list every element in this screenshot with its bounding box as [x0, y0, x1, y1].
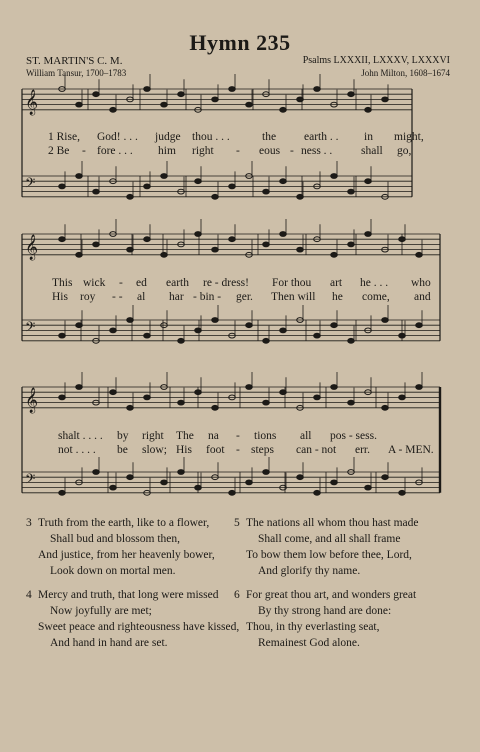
notehead — [382, 318, 389, 323]
lyric: right — [142, 430, 164, 442]
notehead — [246, 323, 253, 328]
verse-line: Shall bud and blossom then, — [50, 533, 181, 545]
lyric: earth . . — [304, 131, 339, 143]
notehead — [127, 247, 134, 252]
notehead — [93, 242, 100, 247]
lyric: - — [236, 145, 240, 157]
lyric: - — [119, 277, 123, 289]
verse-4 — [26, 587, 240, 651]
notehead — [331, 174, 338, 179]
bass-clef-icon: 𝄢 — [25, 471, 36, 490]
lyric: - — [236, 430, 240, 442]
lyric: shalt . . . . — [58, 430, 103, 442]
verse-line: Look down on mortal men. — [50, 565, 176, 577]
notehead — [93, 189, 100, 194]
lyric: fore . . . — [97, 145, 133, 157]
notehead — [195, 390, 202, 395]
lyric: - - — [112, 291, 123, 303]
verse-6 — [234, 587, 417, 651]
notehead — [365, 179, 372, 184]
notehead — [382, 405, 389, 410]
verse-line: Truth from the earth, like to a flower, — [38, 517, 210, 529]
notehead — [382, 475, 389, 480]
notehead — [144, 395, 151, 400]
notehead — [280, 390, 287, 395]
lyric: Then will — [271, 291, 316, 303]
verse-5 — [234, 515, 419, 579]
lyric: eous — [259, 145, 281, 157]
notehead — [331, 480, 338, 485]
notehead — [399, 333, 406, 338]
lyric: by — [117, 430, 129, 442]
notehead — [416, 252, 423, 257]
notehead — [178, 400, 185, 405]
lyric: in — [364, 131, 373, 143]
notehead — [246, 385, 253, 390]
notehead — [93, 92, 100, 97]
lyric: 1 Rise, — [48, 131, 80, 143]
notehead — [144, 87, 151, 92]
lyric: might, — [394, 131, 424, 143]
lyric: ed — [136, 277, 147, 289]
lyric: can - not — [296, 444, 337, 456]
lyric: re - dress! — [203, 277, 249, 289]
notehead — [59, 395, 66, 400]
notehead — [127, 194, 134, 199]
lyric: His — [52, 291, 68, 303]
notehead — [178, 92, 185, 97]
verse-line: Mercy and truth, that long were missed — [38, 589, 219, 601]
notehead — [297, 97, 304, 102]
lyric: - — [236, 444, 240, 456]
notehead — [161, 102, 168, 107]
notehead — [382, 97, 389, 102]
notehead — [348, 189, 355, 194]
notehead — [127, 405, 134, 410]
notehead — [59, 490, 66, 495]
lyric: 2 Be — [48, 145, 70, 157]
lyric: shall — [361, 145, 383, 157]
composer-credit: William Tansur, 1700–1783 — [26, 68, 127, 78]
notehead — [416, 385, 423, 390]
notehead — [127, 475, 134, 480]
verse-line: For great thou art, and wonders great — [246, 589, 417, 601]
notehead — [348, 92, 355, 97]
notehead — [76, 323, 83, 328]
treble-clef-icon: 𝄞 — [25, 90, 39, 115]
lyric: not . . . . — [58, 444, 96, 456]
lyric: the — [262, 131, 277, 143]
notehead — [212, 97, 219, 102]
notehead — [144, 333, 151, 338]
page-title: Hymn 235 — [189, 30, 291, 55]
lyric: His — [176, 444, 192, 456]
notehead — [110, 485, 117, 490]
lyric: This — [52, 277, 73, 289]
lyric: pos - sess. — [330, 430, 377, 442]
notehead — [195, 232, 202, 237]
lyric: art — [330, 277, 343, 289]
notehead — [263, 338, 270, 343]
notehead — [246, 102, 253, 107]
notehead — [331, 252, 338, 257]
notehead — [127, 318, 134, 323]
lyric: come, — [362, 291, 390, 303]
notehead — [280, 107, 287, 112]
lyric: earth — [166, 277, 189, 289]
lyric: tions — [254, 430, 277, 442]
notehead — [348, 242, 355, 247]
notehead — [229, 184, 236, 189]
verse-line: And glorify thy name. — [258, 565, 361, 577]
notehead — [365, 232, 372, 237]
notehead — [297, 247, 304, 252]
notehead — [331, 323, 338, 328]
notehead — [365, 485, 372, 490]
notehead — [76, 102, 83, 107]
notehead — [348, 400, 355, 405]
notehead — [195, 179, 202, 184]
lyric: he — [332, 291, 343, 303]
lyric: A - MEN. — [388, 444, 434, 456]
notehead — [161, 252, 168, 257]
notehead — [110, 328, 117, 333]
verse-line: Now joyfully are met; — [50, 605, 152, 617]
lyric: judge — [155, 131, 181, 143]
lyric: - — [82, 145, 86, 157]
author-credit: John Milton, 1608–1674 — [361, 68, 450, 78]
notehead — [212, 194, 219, 199]
notehead — [263, 242, 270, 247]
verse-line: And hand in hand are set. — [50, 637, 168, 649]
notehead — [229, 237, 236, 242]
lyric: he . . . — [360, 277, 389, 289]
lyric: go, — [397, 145, 412, 157]
notehead — [212, 318, 219, 323]
notehead — [178, 338, 185, 343]
verse-line: Shall come, and all shall frame — [258, 533, 401, 545]
lyric: al — [137, 291, 146, 303]
lyric: steps — [251, 444, 274, 456]
notehead — [229, 87, 236, 92]
notehead — [280, 232, 287, 237]
lyric: wick — [83, 277, 106, 289]
notehead — [93, 470, 100, 475]
notehead — [59, 184, 66, 189]
notehead — [314, 395, 321, 400]
lyric: who — [411, 277, 431, 289]
lyric: all — [300, 430, 312, 442]
lyric: thou . . . — [192, 131, 230, 143]
lyric: err. — [355, 444, 371, 456]
notehead — [195, 328, 202, 333]
treble-clef-icon: 𝄞 — [25, 388, 39, 413]
notehead — [144, 184, 151, 189]
notehead — [297, 475, 304, 480]
notehead — [76, 174, 83, 179]
verse-line: The nations all whom thou hast made — [246, 517, 419, 529]
verse-3 — [26, 515, 215, 579]
verse-number: 3 — [26, 517, 32, 529]
lyric: na — [208, 430, 219, 442]
verse-line: And justice, from her heavenly bower, — [38, 549, 215, 561]
notehead — [195, 485, 202, 490]
lyric: For thou — [272, 277, 312, 289]
lyric: slow; — [142, 444, 167, 456]
notehead — [76, 252, 83, 257]
notehead — [263, 470, 270, 475]
notehead — [110, 107, 117, 112]
notehead — [399, 490, 406, 495]
lyric: right — [192, 145, 214, 157]
lyric: him — [158, 145, 176, 157]
lyric: - — [290, 145, 294, 157]
notehead — [416, 323, 423, 328]
tune-name: ST. MARTIN'S C. M. — [26, 55, 123, 67]
verse-line: Thou, in thy everlasting seat, — [246, 621, 380, 633]
notehead — [348, 338, 355, 343]
notehead — [76, 385, 83, 390]
notehead — [144, 237, 151, 242]
notehead — [263, 400, 270, 405]
notehead — [331, 385, 338, 390]
notehead — [280, 179, 287, 184]
notehead — [263, 189, 270, 194]
lyric: roy — [80, 291, 96, 303]
lyric: and — [414, 291, 431, 303]
notehead — [110, 390, 117, 395]
notehead — [59, 333, 66, 338]
notehead — [161, 174, 168, 179]
verse-line: Remainest God alone. — [258, 637, 360, 649]
lyric: har — [169, 291, 184, 303]
verse-line: Sweet peace and righteousness have kissed, — [38, 621, 240, 633]
bass-clef-icon: 𝄢 — [25, 319, 36, 338]
verse-line: By thy strong hand are done: — [258, 605, 392, 617]
verse-number: 4 — [26, 589, 32, 601]
notehead — [212, 247, 219, 252]
notehead — [229, 490, 236, 495]
notehead — [314, 490, 321, 495]
lyric: The — [176, 430, 194, 442]
notehead — [365, 107, 372, 112]
notehead — [314, 87, 321, 92]
notehead — [399, 237, 406, 242]
notehead — [178, 470, 185, 475]
lyric: foot — [206, 444, 225, 456]
treble-clef-icon: 𝄞 — [25, 235, 39, 260]
lyric: - bin - — [193, 291, 222, 303]
notehead — [161, 480, 168, 485]
lyric: God! . . . — [97, 131, 138, 143]
notehead — [280, 328, 287, 333]
verse-number: 6 — [234, 589, 240, 601]
notehead — [297, 194, 304, 199]
lyric: ger. — [236, 291, 253, 303]
notehead — [246, 480, 253, 485]
psalm-reference: Psalms LXXXII, LXXXV, LXXXVI — [302, 55, 450, 66]
notehead — [314, 333, 321, 338]
lyric: be — [117, 444, 128, 456]
lyric: ness . . — [301, 145, 333, 157]
notehead — [212, 405, 219, 410]
bass-clef-icon: 𝄢 — [25, 175, 36, 194]
notehead — [59, 237, 66, 242]
verse-line: To bow them low before thee, Lord, — [246, 549, 412, 561]
notehead — [399, 395, 406, 400]
verse-number: 5 — [234, 517, 240, 529]
